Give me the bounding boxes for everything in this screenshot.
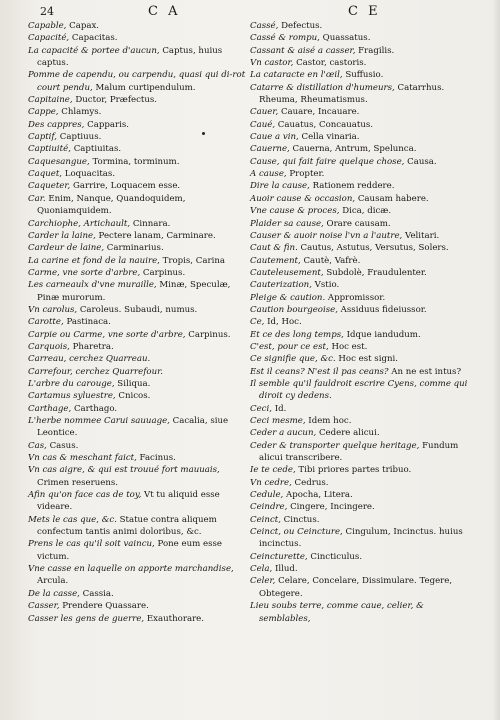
entry-headword: Capable,: [28, 21, 67, 31]
dictionary-entry: [250, 267, 472, 279]
entry-latin: Id, Hoc.: [264, 317, 302, 328]
entry-latin: Pectere lanam, Carminare.: [95, 230, 216, 241]
entry-latin: Rationem reddere.: [309, 181, 395, 192]
entry-headword: Carreau, cerchez Quarreau.: [28, 354, 151, 365]
dictionary-entry: [250, 230, 472, 242]
entry-latin: Causa.: [404, 156, 437, 167]
entry-headword: Ceindre,: [250, 502, 288, 513]
entry-latin: Capacitas.: [69, 33, 118, 44]
dictionary-entry: [250, 316, 472, 328]
dictionary-entry: [28, 452, 246, 464]
entry-latin: Cingulum, Incinctus. huius incinctus.: [259, 527, 463, 550]
dictionary-entry: [28, 613, 246, 625]
entry-latin: Capax.: [66, 21, 100, 31]
dictionary-entry: [250, 329, 472, 341]
entry-latin: Cella vinaria.: [298, 132, 360, 143]
dictionary-entry: [250, 57, 472, 69]
print-speck: [202, 132, 205, 135]
entry-headword: Carder la laine,: [28, 230, 96, 241]
page-edge-shadow: [492, 0, 500, 720]
entry-headword: Casser,: [28, 601, 60, 612]
dictionary-entry: [28, 69, 246, 94]
entry-latin: Idem hoc.: [305, 416, 352, 426]
entry-headword: Carquois,: [28, 341, 70, 352]
dictionary-entry: [250, 341, 472, 353]
dictionary-entry: [28, 106, 246, 118]
dictionary-entry: [250, 20, 472, 32]
entry-latin: Cauerna, Antrum, Spelunca.: [289, 144, 417, 155]
entry-headword: Carrefour, cerchez Quarrefour.: [28, 366, 164, 377]
entry-headword: Cassant & aisé a casser,: [250, 45, 356, 56]
entry-latin: Cinctus.: [280, 514, 320, 525]
entry-headword: Cassé & rompu,: [250, 33, 320, 44]
dictionary-entry: [250, 131, 472, 143]
dictionary-entry: [250, 304, 472, 316]
dictionary-entry: [250, 193, 472, 205]
dictionary-entry: [250, 82, 472, 107]
entry-latin: Fragilis.: [355, 45, 395, 56]
entry-headword: Ceci mesme,: [250, 416, 306, 426]
dictionary-entry: [250, 563, 472, 575]
dictionary-entry: [28, 32, 246, 44]
entry-headword: Plaider sa cause,: [250, 218, 324, 229]
entry-headword: Et ce des long temps,: [250, 329, 344, 340]
dictionary-entry: [250, 526, 472, 551]
entry-latin: Orare causam.: [323, 218, 391, 229]
entry-headword: La cataracte en l'œil,: [250, 70, 343, 81]
entry-headword: Lieu soubs terre, comme caue, celier, & semblables,: [250, 601, 424, 624]
entry-headword: Cauterization,: [250, 280, 312, 291]
entry-headword: Vn carolus,: [28, 304, 78, 315]
dictionary-entry: [28, 94, 246, 106]
entry-latin: Vstio.: [311, 280, 340, 291]
entry-headword: Caqueter,: [28, 181, 71, 192]
dictionary-entry: [250, 205, 472, 217]
dictionary-entry: [250, 218, 472, 230]
dictionary-entry: [28, 180, 246, 192]
dictionary-entry: [250, 353, 472, 365]
entry-headword: Vn cas & meschant faict,: [28, 453, 137, 464]
entry-headword: Caut & fin.: [250, 243, 298, 254]
dictionary-entry: [250, 255, 472, 267]
dictionary-entry: [28, 489, 246, 514]
dictionary-entry: [28, 563, 246, 588]
entry-latin: Appromissor.: [325, 292, 386, 303]
entry-headword: Vn cedre,: [250, 477, 292, 488]
entry-headword: Cause, qui fait faire quelque chose,: [250, 156, 405, 167]
entry-latin: Assiduus fideiussor.: [337, 304, 427, 315]
dictionary-entry: [250, 378, 472, 403]
entry-latin: Hoc est signi.: [335, 354, 398, 365]
dictionary-entry: [250, 427, 472, 439]
entry-headword: Prens le cas qu'il soit vaincu,: [28, 539, 155, 550]
entry-latin: Cautus, Astutus, Versutus, Solers.: [297, 243, 449, 254]
entry-headword: Cassé,: [250, 21, 279, 31]
entry-latin: Apocha, Litera.: [283, 490, 353, 501]
entry-latin: Quassatus.: [319, 33, 371, 44]
dictionary-entry: [28, 242, 246, 254]
entry-latin: Id.: [271, 403, 287, 414]
entry-latin: Pharetra.: [69, 341, 114, 352]
entry-latin: Defectus.: [278, 21, 323, 31]
dictionary-entry: [28, 156, 246, 168]
entry-headword: Vn castor,: [250, 58, 294, 69]
entry-latin: Castor, castoris.: [293, 58, 367, 69]
entry-latin: Cedere alicui.: [316, 428, 380, 439]
entry-headword: L'herbe nommee Carui sauuage,: [28, 416, 170, 426]
entry-headword: Carchiophe, Artichault,: [28, 218, 131, 229]
entry-latin: Pastinaca.: [63, 317, 111, 328]
dictionary-entry: [28, 20, 246, 32]
entry-latin: Facinus.: [136, 453, 176, 464]
entry-headword: Ceincturette,: [250, 551, 308, 562]
dictionary-entry: [250, 119, 472, 131]
entry-latin: Crimen reseruens.: [37, 477, 119, 488]
left-running-head: C A: [148, 4, 181, 19]
entry-latin: Captiuitas.: [70, 144, 122, 155]
entry-headword: Car.: [28, 193, 46, 204]
entry-headword: Capacité,: [28, 33, 70, 44]
entry-latin: Caroleus. Subaudi, numus.: [77, 304, 198, 315]
entry-latin: Vt tu aliquid esse videare.: [37, 490, 220, 513]
entry-headword: Causer & auoir noise l'vn a l'autre,: [250, 230, 403, 241]
right-column: [250, 20, 472, 625]
entry-latin: Carthago.: [71, 403, 118, 414]
entry-latin: Subdolè, Fraudulenter.: [323, 267, 427, 278]
entry-headword: Caution bourgeoise,: [250, 304, 338, 315]
dictionary-entry: [28, 230, 246, 242]
entry-latin: Tibi priores partes tribuo.: [295, 465, 412, 476]
dictionary-entry: [28, 514, 246, 539]
entry-headword: Vne casse en laquelle on apporte marchandise,: [28, 564, 234, 575]
entry-latin: Causam habere.: [355, 193, 429, 204]
entry-headword: Catarre & distillation d'humeurs,: [250, 82, 395, 93]
entry-headword: Vn cas aigre, & qui est trouué fort mauuais,: [28, 465, 220, 476]
dictionary-entry: [250, 279, 472, 291]
dictionary-entry: [28, 168, 246, 180]
entry-headword: Casser les gens de guerre,: [28, 613, 145, 624]
entry-latin: Ductor, Præfectus.: [72, 95, 158, 106]
entry-latin: Catarrhus. Rheuma, Rheumatismus.: [259, 82, 445, 106]
entry-headword: L'arbre du carouge,: [28, 378, 115, 389]
entry-headword: Celer,: [250, 576, 276, 587]
entry-headword: Cas,: [28, 440, 47, 451]
entry-headword: Cappe,: [28, 107, 59, 118]
entry-headword: Auoir cause & occasion,: [250, 193, 356, 204]
entry-latin: Pone eum esse victum.: [37, 539, 222, 562]
dictionary-entry: [28, 218, 246, 230]
entry-latin: Arcula.: [37, 576, 69, 587]
dictionary-entry: [28, 378, 246, 390]
entry-latin: Celare, Concelare, Dissimulare. Tegere, Obtegere.: [259, 576, 453, 599]
dictionary-entry: [28, 538, 246, 563]
entry-latin: Carpinus.: [185, 329, 231, 340]
entry-headword: Ceder a aucun,: [250, 428, 317, 439]
entry-latin: Statue contra aliquem confectum tantis animi doloribus, &c.: [37, 514, 217, 538]
dictionary-entry: [250, 69, 472, 81]
entry-latin: Dica, dicæ.: [339, 206, 392, 217]
entry-headword: Carpie ou Carme, vne sorte d'arbre,: [28, 329, 186, 340]
entry-headword: Ce signifie que, &c.: [250, 354, 336, 365]
entry-latin: Cincticulus.: [307, 551, 363, 562]
dictionary-entry: [250, 575, 472, 600]
dictionary-entry: [28, 440, 246, 452]
entry-latin: Cassia.: [79, 588, 114, 599]
dictionary-entry: [28, 588, 246, 600]
entry-headword: C'est, pour ce est,: [250, 341, 329, 352]
entry-headword: Ceci,: [250, 403, 272, 414]
entry-latin: Malum curtipendulum.: [92, 82, 196, 93]
entry-latin: Suffusio.: [342, 70, 384, 81]
entry-latin: Cauatus, Concauatus.: [275, 119, 374, 130]
entry-headword: Cedule,: [250, 490, 284, 501]
dictionary-entry: [28, 304, 246, 316]
entry-headword: La carine et fond de la nauire,: [28, 255, 160, 266]
entry-latin: Carminarius.: [104, 243, 164, 254]
dictionary-entry: [250, 106, 472, 118]
dictionary-entry: [28, 143, 246, 155]
left-column: [28, 20, 246, 625]
dictionary-entry: [28, 341, 246, 353]
dictionary-entry: [250, 168, 472, 180]
dictionary-entry: [28, 119, 246, 131]
dictionary-entry: [28, 366, 246, 378]
entry-latin: Exauthorare.: [144, 613, 205, 624]
entry-headword: Ce,: [250, 317, 265, 328]
dictionary-entry: [28, 464, 246, 489]
entry-headword: Carotte,: [28, 317, 64, 328]
dictionary-entry: [28, 255, 246, 267]
entry-headword: A cause,: [250, 169, 287, 180]
entry-latin: Casus.: [46, 440, 79, 451]
entry-latin: Siliqua.: [114, 378, 151, 389]
entry-headword: Vne cause & proces,: [250, 206, 340, 217]
entry-latin: Cauare, Incauare.: [278, 107, 360, 118]
entry-latin: Tormina, torminum.: [89, 156, 180, 167]
dictionary-entry: [250, 440, 472, 465]
entry-latin: Captiuus.: [57, 132, 102, 143]
entry-latin: Propter.: [286, 169, 325, 180]
entry-latin: Loquacitas.: [62, 169, 116, 180]
dictionary-entry: [250, 501, 472, 513]
dictionary-entry: [250, 143, 472, 155]
dictionary-entry: [28, 353, 246, 365]
dictionary-entry: [250, 477, 472, 489]
dictionary-entry: [28, 193, 246, 218]
dictionary-entry: [250, 600, 472, 625]
entry-headword: Cardeur de laine,: [28, 243, 105, 254]
dictionary-entry: [250, 366, 472, 378]
entry-headword: Captif,: [28, 132, 58, 143]
dictionary-entry: [28, 279, 246, 304]
entry-headword: Cartamus syluestre,: [28, 391, 116, 402]
dictionary-entry: [250, 403, 472, 415]
entry-headword: Pleige & caution.: [250, 292, 326, 303]
entry-headword: Cautement,: [250, 255, 301, 266]
dictionary-entry: [250, 180, 472, 192]
entry-headword: Carthage,: [28, 403, 72, 414]
entry-latin: Enim, Nanque, Quandoquidem, Quoniamquidem.: [37, 193, 186, 217]
dictionary-entry: [28, 403, 246, 415]
dictionary-entry: [28, 600, 246, 612]
entry-headword: De la casse,: [28, 588, 80, 599]
dictionary-entry: [250, 489, 472, 501]
entry-latin: Tropis, Carina: [159, 255, 225, 266]
dictionary-entry: [250, 551, 472, 563]
dictionary-entry: [250, 464, 472, 476]
entry-latin: Cinnara.: [130, 218, 171, 229]
dictionary-entry: [250, 242, 472, 254]
entry-latin: Cacalia, siue Leontice.: [37, 416, 229, 439]
entry-latin: Cautè, Vafrè.: [300, 255, 361, 266]
entry-latin: Carpinus.: [140, 267, 186, 278]
dictionary-entry: [28, 267, 246, 279]
entry-latin: Capparis.: [84, 119, 129, 130]
entry-headword: Cela,: [250, 564, 273, 575]
dictionary-entry: [250, 514, 472, 526]
entry-headword: Ceinct, ou Ceincture,: [250, 527, 343, 538]
entry-headword: Afin qu'on face cas de toy,: [28, 490, 142, 501]
entry-headword: Cauteleusement,: [250, 267, 324, 278]
dictionary-entry: [28, 45, 246, 70]
entry-headword: Cauerne,: [250, 144, 290, 155]
entry-headword: Des cappres,: [28, 119, 85, 130]
page-number: 24: [40, 5, 54, 18]
entry-headword: Pomme de capendu, ou carpendu, quasi qui di-rot court pendu,: [28, 70, 246, 93]
entry-headword: Cauer,: [250, 107, 279, 118]
dictionary-entry: [28, 390, 246, 402]
dictionary-entry: [250, 45, 472, 57]
entry-latin: Hoc est.: [328, 341, 368, 352]
entry-headword: Dire la cause,: [250, 181, 310, 192]
entry-headword: Ceder & transporter quelque heritage,: [250, 440, 420, 451]
entry-headword: Caué,: [250, 119, 276, 130]
dictionary-entry: [250, 415, 472, 427]
dictionary-entry: [250, 292, 472, 304]
entry-latin: Idque iandudum.: [343, 329, 421, 340]
entry-latin: Cedrus.: [291, 477, 329, 488]
entry-latin: Minæ, Speculæ, Pinæ murorum.: [37, 280, 231, 303]
entry-latin: Garrire, Loquacem esse.: [70, 181, 181, 192]
entry-headword: Captiuité,: [28, 144, 71, 155]
entry-headword: Ie te cede,: [250, 465, 296, 476]
entry-latin: Cingere, Incingere.: [287, 502, 375, 513]
dictionary-entry: [250, 156, 472, 168]
entry-headword: Caquet,: [28, 169, 63, 180]
entry-headword: La capacité & portee d'aucun,: [28, 45, 160, 56]
dictionary-entry: [28, 131, 246, 143]
entry-latin: Prendere Quassare.: [59, 601, 149, 612]
dictionary-entry: [250, 32, 472, 44]
dictionary-entry: [28, 329, 246, 341]
entry-latin: An ne est intus?: [388, 366, 462, 377]
entry-latin: Cnicos.: [115, 391, 151, 402]
right-running-head: C E: [348, 4, 381, 19]
entry-headword: Caue a vin,: [250, 132, 299, 143]
entry-headword: Caquesangue,: [28, 156, 90, 167]
entry-latin: Illud.: [272, 564, 298, 575]
entry-headword: Est il ceans? N'est il pas ceans?: [250, 366, 389, 377]
entry-headword: Il semble qu'il fauldroit escrire Cyens, comme qui diroit cy dedens.: [250, 378, 468, 402]
entry-latin: Captus, huius captus.: [37, 45, 223, 69]
entry-latin: Fundum alicui transcribere.: [259, 440, 459, 464]
dictionary-entry: [28, 316, 246, 328]
entry-headword: Les carneaulx d'vne muraille,: [28, 280, 157, 291]
entry-latin: Velitari.: [402, 230, 440, 241]
entry-headword: Ceinct,: [250, 514, 281, 525]
dictionary-entry: [28, 415, 246, 440]
entry-headword: Capitaine,: [28, 95, 73, 106]
entry-headword: Mets le cas que, &c.: [28, 514, 117, 525]
entry-latin: Chlamys.: [58, 107, 102, 118]
entry-headword: Carme, vne sorte d'arbre,: [28, 267, 141, 278]
